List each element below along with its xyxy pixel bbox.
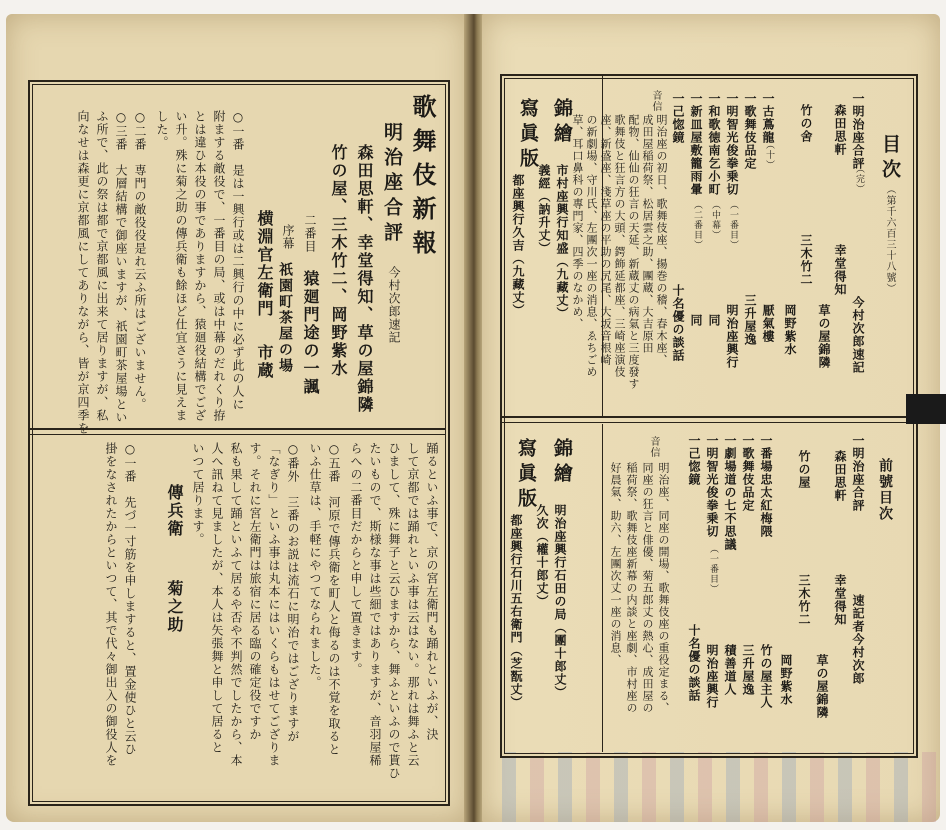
prev-item-2-who: 幸堂得知 xyxy=(833,574,847,626)
body-top-col-2: 附まする敵役で、一番目の局、或は中幕のだれくり拵 xyxy=(212,110,226,422)
magazine-title: 歌舞伎新報 xyxy=(408,94,437,264)
toc-item-10-note: （二番目） xyxy=(692,200,702,250)
toc-item-10: 一新皿屋敷籠雨暈 xyxy=(689,92,703,196)
right-horizontal-divider-thin xyxy=(502,422,914,423)
toc-title: 目次 xyxy=(879,134,901,184)
prev-item-7-who: 三升屋逸 xyxy=(741,644,755,696)
page-edge-stripes xyxy=(502,752,940,822)
participants-line1: 森田思軒、幸堂得知、草の屋錦隣 xyxy=(355,144,374,414)
toc-item-3: 草の屋錦隣 xyxy=(817,304,831,369)
prev-item-2: 森田思軒 xyxy=(833,450,847,502)
prev-item-1-who: 速記者今村次郎 xyxy=(851,594,865,685)
body-bottom-col-4: たいもので、斯様な事は些細ではありますが、音羽屋稀 xyxy=(368,442,382,767)
prev-item-7: 一歌舞伎品定 xyxy=(741,434,755,512)
character-1-name: 横淵官左衛門 xyxy=(255,210,274,318)
news-col-4: 歌舞伎と狂言方の大頭、鍔飾延都座、三崎座演伎 xyxy=(613,114,626,378)
news2-col-2: 同座の狂言と俳優、菊五郎丈の熱心、成田屋の xyxy=(641,462,654,714)
toc-item-7-who: 三升屋逸 xyxy=(743,294,757,346)
nishikie-2-line-1: 明治座興行石田の局（團十郎丈） xyxy=(553,504,567,699)
body-top-col-3: とは違ひ本役の事でありますから、猿廻役結構でござ xyxy=(193,110,207,422)
body-bottom-col-7: いふ仕草は、手軽にやつてなられました。 xyxy=(308,442,322,689)
toc-issue: （第千六百三十八號） xyxy=(884,184,895,294)
prev-item-1: 一明治座合評 xyxy=(851,434,865,512)
toc-item-7: 一歌舞伎品定 xyxy=(743,92,757,170)
body-bottom-col-11: 私も果して踊といふて居るや否や不判然でしたから、本 xyxy=(229,442,243,767)
participants-line2: 竹の屋、三木竹二、岡野紫水 xyxy=(329,144,348,378)
news2-col-1: 明治座、同座の開場、歌舞伎座の重役定まる、 xyxy=(657,462,670,714)
toc-item-9-note: （中幕） xyxy=(710,200,720,240)
prev-item-10: 一己惚鏡 xyxy=(687,434,701,486)
right-horizontal-divider xyxy=(502,416,914,418)
prev-item-3: 草の屋錦隣 xyxy=(815,654,829,719)
body-bottom-col-14: ○一番 先づ一寸筋を申しますると、置金使ひと云ひ xyxy=(123,442,137,756)
toc-item-6-note: （十） xyxy=(764,140,774,170)
news-col-2: 成田屋稲荷祭、松居雲之助、團蔵、大吉原田 xyxy=(641,114,654,354)
news2-col-3: 稲荷祭、歌舞伎座新幕の内談と座劇、市村座の xyxy=(625,462,638,714)
news-col-7: 草、耳口鼻科の專門家、四季のなかめ、 xyxy=(571,114,584,330)
news-col-6: の新劇場、守川氏、左團次一座の消息、ゑちごめ xyxy=(585,114,598,378)
article-title: 明治座合評 xyxy=(381,122,403,247)
prev-item-10-who: 十名優の談話 xyxy=(687,624,701,702)
scene-label: 序幕 xyxy=(281,224,295,250)
left-horizontal-divider xyxy=(30,428,446,430)
right-page xyxy=(482,14,940,822)
character-2-actor: 菊之助 xyxy=(165,580,184,634)
prev-item-9: 一明智光俊拳乗切 xyxy=(705,434,719,538)
body-bottom-col-8: ○番外 三番のお説は流石に明治ではござりますが xyxy=(286,442,300,743)
nishikie-1-line-1: 市村座興行知盛（九藏丈） xyxy=(555,164,569,320)
news-col-5: 座、新盛座、淺草座の平助の尻尾、大坂音根崎 xyxy=(599,114,612,366)
photo-label-2: 寫眞版 xyxy=(515,438,537,513)
character-2-name: 傳兵衛 xyxy=(165,484,184,538)
toc-item-8-note: （一番目） xyxy=(728,200,738,250)
left-horizontal-divider-thin xyxy=(30,434,446,435)
prev-item-8: 一劇場道の七不思議 xyxy=(723,434,737,551)
play-title: 猿廻門途の一諷 xyxy=(301,270,320,396)
toc-item-4: 竹の舍 xyxy=(799,104,813,143)
left-page xyxy=(6,14,468,822)
photo-1-text: 都座興行久吉（九藏丈） xyxy=(511,174,525,317)
toc-item-4-who: 三木竹二 xyxy=(799,234,813,286)
prev-item-4-who: 三木竹二 xyxy=(797,574,811,626)
body-bottom-col-9: 「なぎり」といふ事は丸本にはいくらもはせてござりま xyxy=(267,442,281,767)
photo-label-1: 寫眞版 xyxy=(517,98,539,173)
toc-item-8-who: 明治座興行 xyxy=(725,304,739,369)
toc-item-6-who: 厭氣樓 xyxy=(761,304,775,343)
body-top-col-4: い升。殊に菊之助の傳兵衛も餘ほど仕宜さうに見えま xyxy=(174,110,188,422)
toc-item-5: 岡野紫水 xyxy=(783,304,797,356)
body-bottom-col-1: 踊るといふ事で、京の宮左衛門も踊れといふが、決 xyxy=(425,442,439,741)
news-label: 音信 xyxy=(650,90,661,112)
body-bottom-col-10: す。それに宮左衛門は旅宿に居る臨の確定役ですか xyxy=(248,442,262,741)
body-bottom-col-5: らへの二番目だからと申して置きます。 xyxy=(349,442,363,676)
nishikie-2-line-2: 久次（權十郎丈） xyxy=(535,504,549,608)
body-top-col-8: ふ所で、此の祭は都で京都風に出来て居りますが、私 xyxy=(95,110,109,422)
toc-item-9: 一和歌徳南乞小町 xyxy=(707,92,721,196)
body-top-col-7: ○三番 大層結構で御座いますが、祇園町茶屋場とい xyxy=(114,110,128,424)
nishikie-label-1: 錦繪 xyxy=(551,98,573,148)
news2-label: 音信 xyxy=(648,436,659,458)
toc-item-10-who: 同 xyxy=(689,314,703,327)
scene-title: 祇園町茶屋の場 xyxy=(277,262,293,374)
article-author: 今村次郎速記 xyxy=(387,266,401,344)
toc-item-11: 一己惚鏡 xyxy=(671,92,685,144)
toc-item-2: 森田思軒 xyxy=(833,104,847,156)
toc-item-6: 一古蔦龍 xyxy=(761,92,775,144)
prev-item-6-who: 竹の屋主人 xyxy=(759,644,773,709)
body-bottom-col-15: 掛をなされたからといつて、其で代々御出入の御役人を xyxy=(104,442,118,767)
body-bottom-col-13: いつて居ります。 xyxy=(191,442,205,546)
body-top-col-5: した。 xyxy=(155,110,169,149)
toc-item-1-note: （完） xyxy=(854,164,864,194)
prev-toc-title: 前號目次 xyxy=(877,458,893,522)
body-top-col-9: 向なせは森更に京都風にしてありながら、皆が京四季を xyxy=(76,110,90,435)
body-bottom-col-6: ○五番 河原で傳兵衛を町人と侮るのは不覚を取ると xyxy=(327,442,341,756)
prev-item-4: 竹の屋 xyxy=(797,450,811,489)
body-bottom-col-3: ひまして、殊に舞子と云ひますから、舞ふといふので貰ひ xyxy=(387,442,401,780)
news-col-1: 明治座の初日、歌舞伎座、揚巻の稽、春木座、 xyxy=(655,114,668,366)
toc-item-8: 一明智光俊拳乗切 xyxy=(725,92,739,196)
toc-item-9-who: 同 xyxy=(707,314,721,327)
prev-toc-vertical-rule xyxy=(602,424,603,752)
photo-2-text: 都座興行石川五右衛門（芝翫丈） xyxy=(509,514,523,709)
body-top-col-1: ○一番 是は一興行或は二興行の中に必ず此の人に xyxy=(231,110,245,411)
news2-col-4: 好晨氣、助六、左團次丈一座の消息、 xyxy=(609,462,622,666)
body-top-col-6: ○二番 専門の敵役役是れ云ふ所はございません。 xyxy=(133,110,147,411)
toc-item-1-who: 今村次郎速記 xyxy=(851,296,865,374)
nishikie-label-2: 錦繪 xyxy=(551,438,573,488)
prev-item-8-who: 積善道人 xyxy=(723,644,737,696)
character-1-actor: 市蔵 xyxy=(255,344,274,380)
body-bottom-col-12: 人へ訊ねて見ましたが、本人は矢張舞と申して居ると xyxy=(210,442,224,754)
act-label: 二番目 xyxy=(303,214,317,253)
body-bottom-col-2: して京都では踊れといふ事は云はない。那れは舞ふと云 xyxy=(406,442,420,767)
prev-item-5: 岡野紫水 xyxy=(779,654,793,706)
prev-item-6: 一番場忠太紅梅隈 xyxy=(759,434,773,538)
nishikie-1-line-2: 義經（訥升丈） xyxy=(537,164,551,255)
news-col-3: 配物、仙仙の狂言の天延、新蔵丈の病氣と三度發す xyxy=(627,114,640,390)
prev-item-9-note: （一番目） xyxy=(708,544,718,594)
bookmark-tab xyxy=(906,394,946,424)
toc-item-1: 一明治座合評 xyxy=(851,92,865,170)
prev-item-9-who: 明治座興行 xyxy=(705,644,719,709)
toc-item-2-who: 幸堂得知 xyxy=(833,244,847,296)
toc-item-11-who: 十名優の談話 xyxy=(671,284,685,362)
open-book xyxy=(6,14,940,822)
